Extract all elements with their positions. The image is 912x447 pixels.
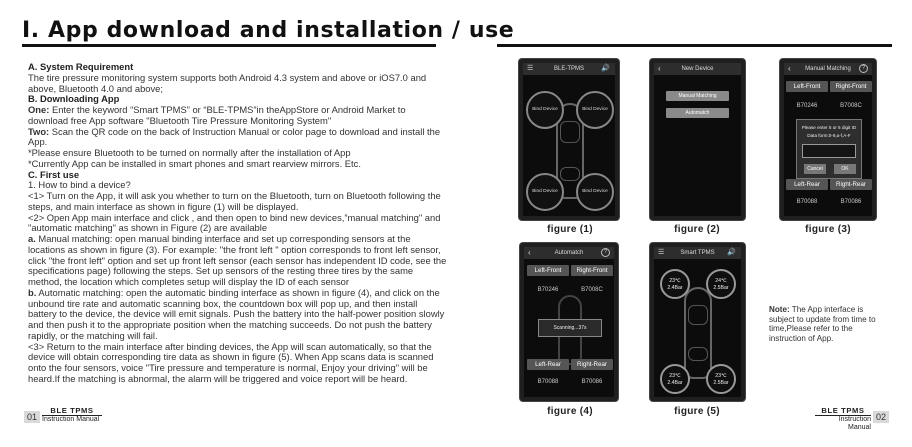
figure-4-label: figure (4) xyxy=(547,406,593,417)
tire-front-right xyxy=(706,269,736,299)
auto-body: Automatic matching: open the automatic binding interface as shown in figure (4), and click on the unbound tire rate and automatic scanning box, the countdown box will pop up, and then install battery to the device, the device will emit signals. Push the battery into the half-power position slowly and then push it to the appropriate position when the matching succeeds. Do not push the battery rapidly, or the matching will fail. xyxy=(28,286,445,341)
enter-id-dialog xyxy=(796,119,862,179)
section-b-two xyxy=(28,127,448,149)
step-two-label: Two: xyxy=(28,125,50,137)
section-b-one xyxy=(28,105,448,127)
figure-2-app-title: New Device xyxy=(681,66,714,72)
menu-icon[interactable]: ☰ xyxy=(658,249,665,256)
footer-brand-right xyxy=(815,407,871,432)
figure-3-app-title: Manual Matching xyxy=(805,66,851,72)
figure-3-phone xyxy=(779,58,877,221)
title-rule-left xyxy=(22,44,436,47)
figure-5-app-title: Smart TPMS xyxy=(680,250,715,256)
automatch-button[interactable]: Automatch xyxy=(666,108,729,118)
section-b-note-1: *Please ensure Bluetooth to be turned on normally after the installation of App xyxy=(28,147,351,158)
id-left-front: B70246 xyxy=(537,287,559,293)
figure-4-app-title: Automatch xyxy=(554,250,584,256)
id-left-rear: B70088 xyxy=(537,379,559,385)
right-front-button[interactable]: Right-Front xyxy=(830,81,872,92)
section-b-note-2: *Currently App can be installed in smart phones and smart rearview mirrors. Etc. xyxy=(28,157,361,169)
section-c-question: 1. How to bind a device? xyxy=(28,179,131,191)
tire-rear-right xyxy=(706,364,736,394)
right-front-button[interactable]: Right-Front xyxy=(571,265,613,276)
right-rear-button[interactable]: Right-Rear xyxy=(830,179,872,190)
pressure-rear-left: 2.4Bar xyxy=(667,380,683,386)
speaker-icon[interactable]: 🔊 xyxy=(727,249,736,256)
footer-brand-sub-left: Instruction Manual xyxy=(42,415,102,424)
section-c-manual xyxy=(28,234,448,288)
manual-body: Manual matching: open manual binding interface and set up corresponding sensors at the locations as shown in figure (3). For example: "the front left " option corresponds to front left sensor, click "the front left" option and set up front left sensor (each sensor has independent ID code, see the specifications page) following the steps. Set up sensors of the resting three tires by the same method, the location which completes setup will display the ID of each sensor xyxy=(28,233,447,287)
title-band xyxy=(0,0,912,50)
section-a-body: The tire pressure monitoring system supports both Android 4.3 system and above or iOS7.0 and above, Bluetooth 4.0 and above; xyxy=(28,71,427,94)
step-two-body: Scan the QR code on the back of Instruction Manual or color page to download and install the App. xyxy=(28,125,441,148)
id-right-front: B7008C xyxy=(581,287,603,293)
pressure-rear-right: 2.5Bar xyxy=(713,380,729,386)
section-c-auto xyxy=(28,288,448,342)
figure-3-label: figure (3) xyxy=(805,224,851,235)
footer-brand-left xyxy=(42,407,102,424)
id-right-rear: B70086 xyxy=(581,379,603,385)
dialog-cancel-button[interactable]: Cancel xyxy=(804,164,826,174)
figure-4-phone xyxy=(519,242,619,402)
step-one-label: One: xyxy=(28,104,50,115)
figure-2-topbar xyxy=(654,63,741,75)
section-c-heading: C. First use xyxy=(28,168,80,180)
dialog-prompt: Please enter 5 or 6 digit ID xyxy=(801,125,857,130)
figure-1-label: figure (1) xyxy=(547,224,593,235)
auto-label: b. xyxy=(28,286,37,298)
figure-5-topbar xyxy=(654,247,741,259)
section-a-heading: A. System Requirement xyxy=(28,61,134,72)
left-front-button[interactable]: Left-Front xyxy=(786,81,828,92)
figure-1-app-title: BLE-TPMS xyxy=(553,66,584,72)
car-windshield xyxy=(688,305,708,325)
scanning-countdown: Scanning...37s xyxy=(538,319,602,337)
tire-front-left xyxy=(660,269,690,299)
bind-device-front-right[interactable]: Bind Device xyxy=(576,91,614,129)
help-icon[interactable]: ? xyxy=(859,64,868,73)
back-icon[interactable]: ‹ xyxy=(528,248,531,257)
page-number-left: 01 xyxy=(24,411,40,423)
figure-3-topbar xyxy=(784,63,872,75)
figure-1-phone xyxy=(518,58,620,221)
footer-brand-name-right: BLE TPMS xyxy=(821,406,865,415)
section-c-step-3: <3> Return to the main interface after binding devices, the App will scan automatically, so that the device will obtain corresponding tire data as shown in figure (5). When App scans data is scanned onto the four sensors, voice "Tire pressure and temperature is normal, Enjoy your driving" will be heard.If the matching is abnormal, the alarm will be triggered and voice report will be heard. xyxy=(28,340,434,384)
figure-1-topbar xyxy=(523,63,615,75)
temp-rear-left: 23℃ xyxy=(669,373,681,379)
car-rear-window xyxy=(560,167,580,181)
section-c-step-2: <2> Open App main interface and click , and then open to bind new devices,”manual matching" and "automatic matching" as shown in Figure (2) are available xyxy=(28,211,441,234)
figure-5-screen xyxy=(654,247,741,397)
figure-5-phone xyxy=(649,242,746,402)
section-b-heading: B. Downloading App xyxy=(28,93,120,105)
bind-device-rear-right[interactable]: Bind Device xyxy=(576,173,614,211)
note-body: The App interface is subject to update from time to time,Please refer to the instruction of App. xyxy=(769,305,876,343)
car-windshield xyxy=(560,121,580,143)
title-rule-right xyxy=(497,44,892,47)
section-c-step-1: <1> Turn on the App, it will ask you whether to turn on the Bluetooth, turn on Bluetooth following the steps, and main interface as shown in figure (1) will be displayed. xyxy=(28,190,441,212)
left-front-button[interactable]: Left-Front xyxy=(527,265,569,276)
temp-front-left: 23℃ xyxy=(669,278,681,284)
left-rear-button[interactable]: Left-Rear xyxy=(527,359,569,370)
figure-4-topbar xyxy=(524,247,614,259)
figure-4-screen xyxy=(524,247,614,397)
sensor-id-input[interactable] xyxy=(802,144,856,158)
bind-device-front-left[interactable]: Bind Device xyxy=(526,91,564,129)
figure-2-label: figure (2) xyxy=(674,224,720,235)
tire-rear-left xyxy=(660,364,690,394)
car-outline xyxy=(684,287,712,379)
left-rear-button[interactable]: Left-Rear xyxy=(786,179,828,190)
id-right-front: B7008C xyxy=(840,103,862,109)
back-icon[interactable]: ‹ xyxy=(788,64,791,73)
bind-device-rear-left[interactable]: Bind Device xyxy=(526,173,564,211)
pressure-front-right: 2.5Bar xyxy=(713,285,729,291)
footer-brand-sub-right: Instruction Manual xyxy=(815,415,871,432)
page-title: I. App download and installation / use xyxy=(22,18,515,43)
help-icon[interactable]: ? xyxy=(601,248,610,257)
id-left-rear: B70088 xyxy=(796,199,818,205)
figure-1-screen xyxy=(523,63,615,216)
manual-matching-button[interactable]: Manual Matching xyxy=(666,91,729,101)
note-label: Note: xyxy=(769,305,790,314)
temp-rear-right: 23℃ xyxy=(715,373,727,379)
figure-5-label: figure (5) xyxy=(674,406,720,417)
footer-brand-name-left: BLE TPMS xyxy=(50,406,94,415)
id-left-front: B70246 xyxy=(796,103,818,109)
menu-icon[interactable]: ☰ xyxy=(527,65,534,72)
manual-label: a. xyxy=(28,233,36,244)
car-rear-window xyxy=(688,347,708,361)
temp-front-right: 24℃ xyxy=(715,278,727,284)
figure-2-phone xyxy=(649,58,746,221)
figure-2-screen xyxy=(654,63,741,216)
page-number-right: 02 xyxy=(873,411,889,423)
dialog-ok-button[interactable]: OK xyxy=(834,164,856,174)
back-icon[interactable]: ‹ xyxy=(658,64,661,73)
id-right-rear: B70086 xyxy=(840,199,862,205)
app-update-note xyxy=(769,305,877,343)
right-rear-button[interactable]: Right-Rear xyxy=(571,359,613,370)
step-one-body: Enter the keyword “Smart TPMS” or “BLE-TPMS”in theAppStore or Android Market to download free App software "Bluetooth Tire Pressure Monitoring System" xyxy=(28,104,406,126)
dialog-hint: Data form:0-9,a-f,A-F xyxy=(807,133,851,138)
instructions-text xyxy=(28,62,448,385)
speaker-icon[interactable]: 🔊 xyxy=(601,65,610,72)
pressure-front-left: 2.4Bar xyxy=(667,285,683,291)
figure-3-screen xyxy=(784,63,872,216)
